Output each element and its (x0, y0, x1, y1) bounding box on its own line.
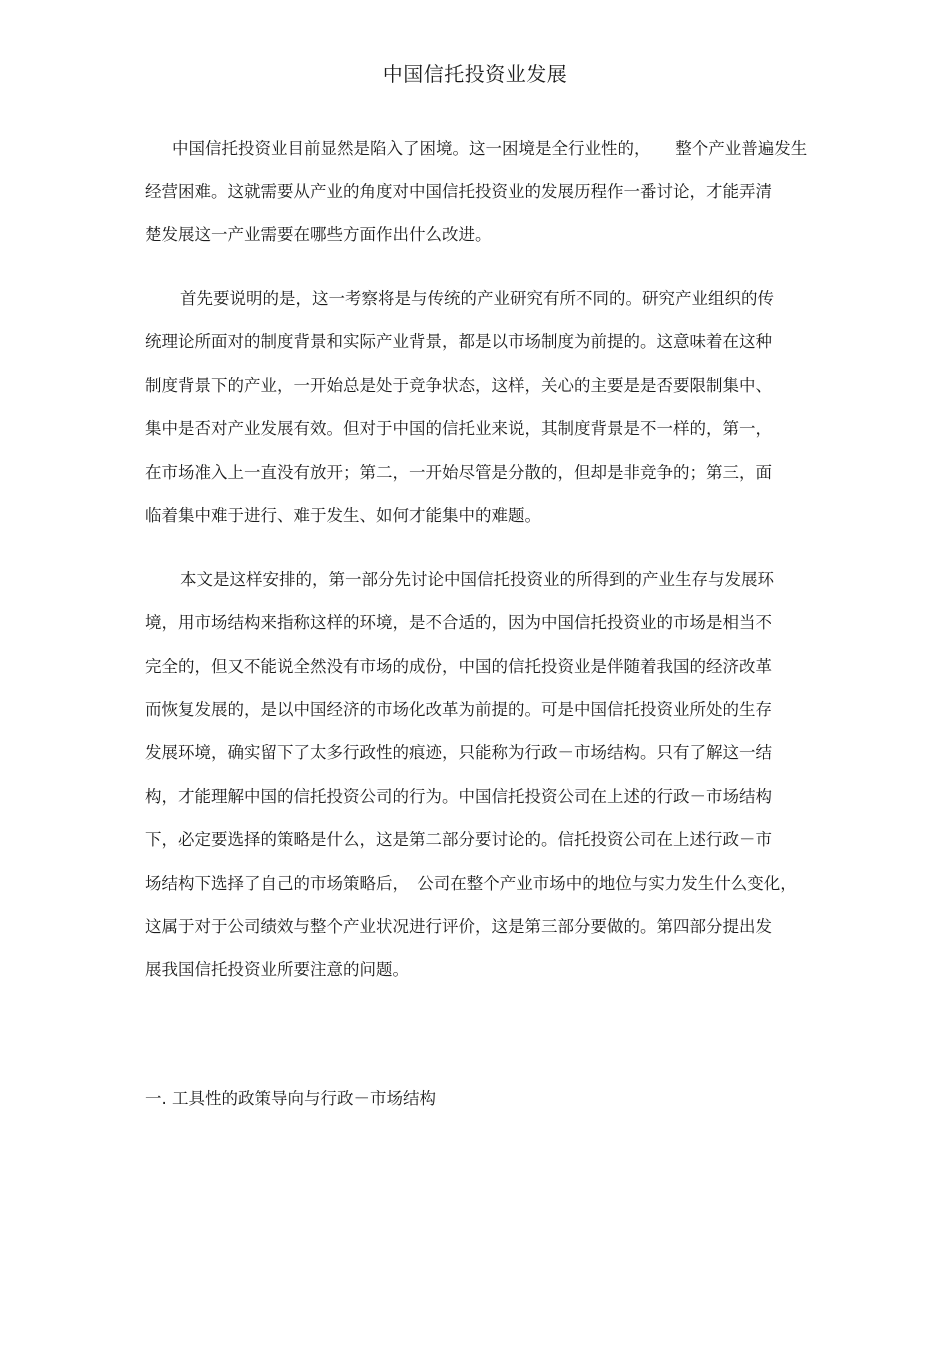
paragraph-2-line-3: 制度背景下的产业，一开始总是处于竞争状态，这样，关心的主要是是否要限制集中、 (145, 376, 772, 395)
paragraph-3-line-5: 发展环境，确实留下了太多行政性的痕迹，只能称为行政－市场结构。只有了解这一结 (145, 743, 772, 762)
paragraph-2-line-4: 集中是否对产业发展有效。但对于中国的信托业来说，其制度背景是不一样的，第一， (145, 419, 772, 438)
paragraph-1-line-3: 楚发展这一产业需要在哪些方面作出什么改进。 (145, 225, 492, 244)
paragraph-3-line-4: 而恢复发展的，是以中国经济的市场化改革为前提的。可是中国信托投资业所处的生存 (145, 700, 772, 719)
paragraph-2-line-6: 临着集中难于进行、难于发生、如何才能集中的难题。 (145, 506, 541, 525)
paragraph-3-line-3: 完全的，但又不能说全然没有市场的成份，中国的信托投资业是伴随着我国的经济改革 (145, 657, 772, 676)
paragraph-3-line-8: 场结构下选择了自己的市场策略后， 公司在整个产业市场中的地位与实力发生什么变化， (145, 874, 797, 893)
paragraph-3-line-7: 下，必定要选择的策略是什么，这是第二部分要讨论的。信托投资公司在上述行政－市 (145, 830, 772, 849)
paragraph-1-line-2: 经营困难。这就需要从产业的角度对中国信托投资业的发展历程作一番讨论，才能弄清 (145, 182, 772, 201)
paragraph-3-line-2: 境，用市场结构来指称这样的环境，是不合适的，因为中国信托投资业的市场是相当不 (145, 613, 772, 632)
paragraph-3-line-1: 本文是这样安排的，第一部分先讨论中国信托投资业的所得到的产业生存与发展环 (180, 570, 774, 589)
paragraph-3-line-10: 展我国信托投资业所要注意的问题。 (145, 960, 409, 979)
paragraph-1-line-1: 中国信托投资业目前显然是陷入了困境。这一困境是全行业性的， 整个产业普遍发生 (172, 139, 808, 158)
section-heading-1: 一. 工具性的政策导向与行政－市场结构 (145, 1089, 436, 1108)
paragraph-2-line-2: 统理论所面对的制度背景和实际产业背景，都是以市场制度为前提的。这意味着在这种 (145, 332, 772, 351)
paragraph-3-line-9: 这属于对于公司绩效与整个产业状况进行评价，这是第三部分要做的。第四部分提出发 (145, 917, 772, 936)
document-title: 中国信托投资业发展 (382, 62, 568, 86)
paragraph-3-line-6: 构，才能理解中国的信托投资公司的行为。中国信托投资公司在上述的行政－市场结构 (145, 787, 772, 806)
paragraph-2-line-1: 首先要说明的是，这一考察将是与传统的产业研究有所不同的。研究产业组织的传 (180, 289, 774, 308)
paragraph-2-line-5: 在市场准入上一直没有放开；第二，一开始尽管是分散的，但却是非竞争的；第三，面 (145, 463, 772, 482)
